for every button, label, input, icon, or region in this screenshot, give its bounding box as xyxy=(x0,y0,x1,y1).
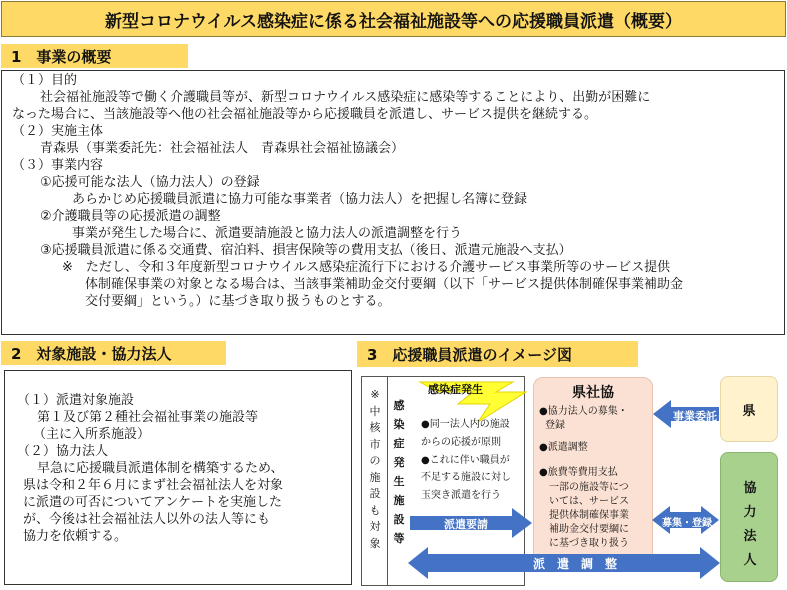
core-city-note-char: 施 xyxy=(369,470,381,484)
outbreak-facility-char: 等 xyxy=(393,532,405,545)
s2-line-3: （主に入所系施設） xyxy=(33,427,151,442)
council-line-8: 補助金交付要綱に xyxy=(549,524,629,535)
s2-line-2: 第１及び第２種社会福祉事業の施設等 xyxy=(37,410,259,425)
outbreak-facility-char: 症 xyxy=(393,437,405,450)
core-city-note-char: も xyxy=(369,503,381,517)
council-line-5: 一部の施設等につ xyxy=(549,482,629,493)
council-line-4: ●旅費等費用支払 xyxy=(539,467,618,478)
s2-line-5: 早急に応援職員派遣体制を構築するため、 xyxy=(37,461,284,476)
outbreak-facility-char: 発 xyxy=(393,456,405,469)
s1-line-1: （１）目的 xyxy=(12,73,78,88)
s1-line-12: ※ ただし、令和３年度新型コロナウイルス感染症流行下における介護サービス事業所等のサービス提供 xyxy=(62,260,671,275)
s1-line-14: 交付要綱」という。）に基づき取り扱うものとする。 xyxy=(85,294,391,309)
core-city-note-char: 核 xyxy=(369,421,381,434)
s1-line-11: ③応援職員派遣に係る交通費、宿泊料、損害保険等の費用支払（後日、派遣元施設へ支払） xyxy=(40,243,572,258)
fac-note-1: ●同一法人内の施設 xyxy=(421,419,510,430)
core-city-note-char: ※ xyxy=(370,388,380,401)
partner-char: 法 xyxy=(743,529,757,544)
prefecture-box: 県 xyxy=(720,376,778,442)
s1-line-7: ①応援可能な法人（協力法人）の登録 xyxy=(40,175,260,190)
s2-line-6: 県は令和２年６月にまず社会福祉法人を対象 xyxy=(23,478,284,493)
request-label: 派遣要請 xyxy=(444,518,488,531)
section1-heading: 1 事業の概要 xyxy=(1,44,188,68)
core-city-note-char: の xyxy=(369,454,381,467)
s2-line-8: が、今後は社会福祉法人以外の法人等にも xyxy=(23,512,271,527)
outbreak-facility-char: 生 xyxy=(393,475,405,488)
council-line-7: 提供体制確保事業 xyxy=(549,510,629,521)
page-title: 新型コロナウイルス感染症に係る社会福祉施設等への応援職員派遣（概要） xyxy=(1,1,786,37)
s1-line-13: 体制確保事業の対象となる場合は、当該事業補助金交付要綱（以下「サービス提供体制確保事業補助金 xyxy=(85,277,684,292)
core-city-note-char: 象 xyxy=(369,536,381,550)
s1-line-5: 青森県（事業委託先：社会福祉法人 青森県社会福祉協議会） xyxy=(40,141,405,156)
s2-line-1: （１）派遣対象施設 xyxy=(17,393,135,408)
fac-note-3: ●これに伴い職員が xyxy=(421,455,510,466)
outbreak-label: 感染症発生 xyxy=(428,383,483,396)
section3-heading: 3 応援職員派遣のイメージ図 xyxy=(357,341,638,367)
outbreak-facility-char: 感 xyxy=(393,399,405,412)
council-line-6: いては、サービス xyxy=(549,496,629,507)
core-city-note-char: 対 xyxy=(369,520,381,533)
outbreak-facility-char: 施 xyxy=(393,494,405,507)
council-line-9: に基づき取り扱う xyxy=(549,538,629,549)
council-line-3: ●派遣調整 xyxy=(539,442,588,453)
fac-note-4: 不足する施設に対し xyxy=(421,472,511,483)
commission-label: 事業委託 xyxy=(673,410,717,423)
council-title: 県社協 xyxy=(572,385,614,401)
s1-line-2: 社会福祉施設等で働く介護職員等が、新型コロナウイルス感染症に感染等することにより、出勤が困難に xyxy=(40,90,651,105)
partner-char: 人 xyxy=(743,553,757,568)
s1-line-6: （３）事業内容 xyxy=(12,158,104,173)
partner-char: 協 xyxy=(743,481,757,496)
s1-line-3: なった場合に、当該施設等へ他の社会福祉施設等から応援職員を派遣し、サービス提供を継続する。 xyxy=(12,107,598,122)
s2-line-9: 協力を依頼する。 xyxy=(23,529,128,544)
partner-char: 力 xyxy=(743,505,757,520)
s1-line-10: 事業が発生した場合に、派遣要請施設と協力法人の派遣調整を行う xyxy=(72,226,463,241)
s1-line-4: （２）実施主体 xyxy=(12,124,104,139)
core-city-note-char: 市 xyxy=(369,437,381,451)
registration-label: 募集・登録 xyxy=(662,518,712,529)
core-city-note-char: 中 xyxy=(369,404,381,418)
s1-line-8: あらかじめ応援職員派遣に協力可能な事業者（協力法人）を把握し名簿に登録 xyxy=(72,192,528,207)
fac-note-2: からの応援が原則 xyxy=(421,437,501,448)
council-line-1: ●協力法人の募集・ xyxy=(539,406,628,417)
s1-line-9: ②介護職員等の応援派遣の調整 xyxy=(40,209,221,224)
section2-heading: 2 対象施設・協力法人 xyxy=(1,341,226,365)
council-line-2: 登録 xyxy=(545,420,565,431)
outbreak-facility-char: 染 xyxy=(393,418,405,431)
s2-line-4: （２）協力法人 xyxy=(17,444,109,459)
coordination-label: 派 遣 調 整 xyxy=(533,557,618,571)
s2-line-7: に派遣の可否についてアンケートを実施した xyxy=(23,495,282,510)
core-city-note-char: 設 xyxy=(369,487,381,500)
outbreak-facility-char: 設 xyxy=(393,513,405,526)
fac-note-5: 玉突き派遣を行う xyxy=(421,490,501,501)
